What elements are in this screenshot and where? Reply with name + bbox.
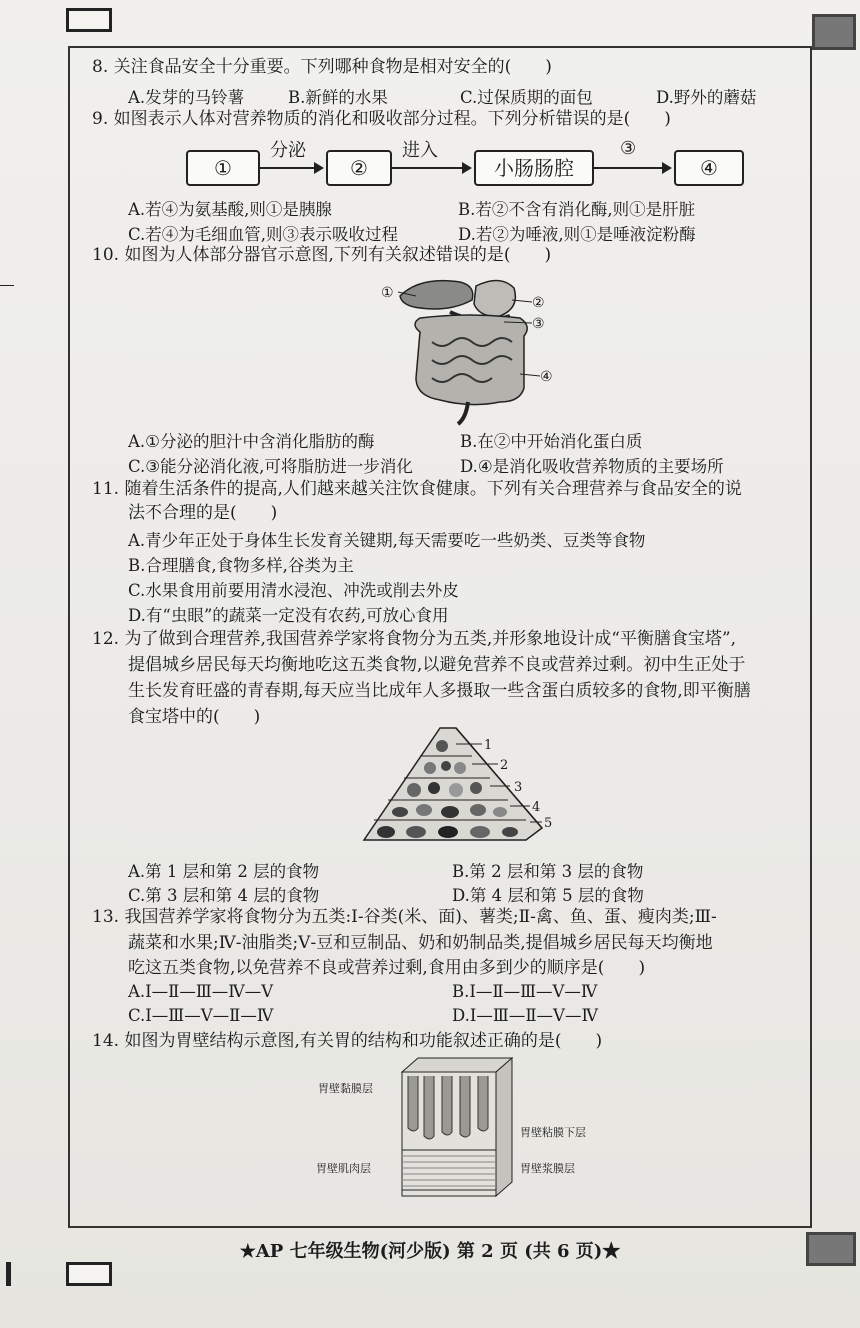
page-footer: ★AP 七年级生物(河少版) 第 2 页 (共 6 页)★ <box>239 1241 621 1262</box>
q14-stem: 14. 如图为胃壁结构示意图,有关胃的结构和功能叙述正确的是( ) <box>92 1031 603 1051</box>
q10-label-4: ④ <box>540 369 553 385</box>
flow-label-secrete: 分泌 <box>270 140 306 161</box>
q10-label-3: ③ <box>532 316 545 332</box>
q9-option-c: C.若④为毛细血管,则③表示吸收过程 <box>128 225 399 244</box>
flow-box-1: ① <box>186 150 260 186</box>
q8-option-a: A.发芽的马铃薯 <box>128 88 245 107</box>
q13-stem-line3: 吃这五类食物,以免营养不良或营养过剩,食用由多到少的顺序是( ) <box>128 958 646 978</box>
binding-line <box>0 285 14 286</box>
flow-arrow-2 <box>392 167 470 169</box>
flow-box-small-intestine: 小肠肠腔 <box>474 150 594 186</box>
q12-stem-line3: 生长发育旺盛的青春期,每天应当比成年人多摄取一些含蛋白质较多的食物,即平衡膳 <box>128 681 751 701</box>
pyramid-layer-4: 4 <box>532 800 541 815</box>
flow-label-3: ③ <box>620 138 637 159</box>
q13-option-b: B.Ⅰ—Ⅱ—Ⅲ—Ⅴ—Ⅳ <box>452 982 598 1001</box>
frame-bottom-rule <box>68 1226 812 1228</box>
pyramid-layer-2: 2 <box>500 758 509 773</box>
q8-stem: 8. 关注食品安全十分重要。下列哪种食物是相对安全的( ) <box>92 57 552 77</box>
q9-option-a: A.若④为氨基酸,则①是胰腺 <box>128 200 332 219</box>
q10-option-b: B.在②中开始消化蛋白质 <box>460 432 643 451</box>
q12-option-c: C.第 3 层和第 4 层的食物 <box>128 886 320 905</box>
flow-box-2: ② <box>326 150 392 186</box>
q8-option-d: D.野外的蘑菇 <box>656 88 757 107</box>
q12-stem-line2: 提倡城乡居民每天均衡地吃这五类食物,以避免营养不良或营养过剩。初中生正处于 <box>128 655 746 675</box>
corner-box-top-right <box>812 14 856 50</box>
q8-option-b: B.新鲜的水果 <box>288 88 388 107</box>
q10-label-2: ② <box>532 295 545 311</box>
q12-stem-line4: 食宝塔中的( ) <box>128 707 261 727</box>
q11-stem-line1: 11. 随着生活条件的提高,人们越来越关注饮食健康。下列有关合理营养与食品安全的说 <box>92 479 742 499</box>
q8-option-c: C.过保质期的面包 <box>460 88 593 107</box>
q9-stem: 9. 如图表示人体对营养物质的消化和吸收部分过程。下列分析错误的是( ) <box>92 109 671 129</box>
corner-box-bottom-left <box>66 1262 112 1286</box>
q13-option-d: D.Ⅰ—Ⅲ—Ⅱ—Ⅴ—Ⅳ <box>452 1006 598 1025</box>
pyramid-layer-1: 1 <box>484 738 493 753</box>
q11-stem-line2: 法不合理的是( ) <box>128 503 278 523</box>
q9-option-d: D.若②为唾液,则①是唾液淀粉酶 <box>458 225 696 244</box>
q13-option-c: C.Ⅰ—Ⅲ—Ⅴ—Ⅱ—Ⅳ <box>128 1006 274 1025</box>
flow-arrow-1 <box>260 167 322 169</box>
label-mucosa: 胃壁黏膜层 <box>318 1082 373 1095</box>
q9-option-b: B.若②不含有消化酶,则①是肝脏 <box>458 200 696 219</box>
q12-option-a: A.第 1 层和第 2 层的食物 <box>128 862 320 881</box>
pyramid-layer-5: 5 <box>544 816 553 831</box>
q12-option-b: B.第 2 层和第 3 层的食物 <box>452 862 644 881</box>
binding-mark <box>6 1262 11 1286</box>
digestive-system-illustration <box>380 268 580 428</box>
label-muscle: 胃壁肌肉层 <box>316 1162 371 1175</box>
flow-box-4: ④ <box>674 150 744 186</box>
frame-top-rule <box>68 46 812 48</box>
q13-stem-line2: 蔬菜和水果;Ⅳ-油脂类;Ⅴ-豆和豆制品、奶和奶制品类,提倡城乡居民每天均衡地 <box>128 933 713 953</box>
q11-option-a: A.青少年正处于身体生长发育关键期,每天需要吃一些奶类、豆类等食物 <box>128 531 646 550</box>
q13-option-a: A.Ⅰ—Ⅱ—Ⅲ—Ⅳ—Ⅴ <box>128 982 274 1001</box>
q10-option-c: C.③能分泌消化液,可将脂肪进一步消化 <box>128 457 413 476</box>
q12-option-d: D.第 4 层和第 5 层的食物 <box>452 886 644 905</box>
flow-label-enter: 进入 <box>402 140 438 161</box>
q10-option-d: D.④是消化吸收营养物质的主要场所 <box>460 457 724 476</box>
q10-stem: 10. 如图为人体部分器官示意图,下列有关叙述错误的是( ) <box>92 245 552 265</box>
q13-stem-line1: 13. 我国营养学家将食物分为五类:Ⅰ-谷类(米、面)、薯类;Ⅱ-禽、鱼、蛋、瘦肉类;Ⅲ- <box>92 907 717 927</box>
q10-label-1: ① <box>381 285 394 301</box>
q11-option-b: B.合理膳食,食物多样,谷类为主 <box>128 556 354 575</box>
label-serosa: 胃壁浆膜层 <box>520 1162 575 1175</box>
pyramid-layer-3: 3 <box>514 780 523 795</box>
corner-box-top-left <box>66 8 112 32</box>
label-submucosa: 胃壁粘膜下层 <box>520 1126 586 1139</box>
food-pyramid-illustration <box>360 724 560 848</box>
q10-option-a: A.①分泌的胆汁中含消化脂肪的酶 <box>128 432 375 451</box>
q11-option-d: D.有“虫眼”的蔬菜一定没有农药,可放心食用 <box>128 606 449 625</box>
flow-arrow-3 <box>594 167 670 169</box>
q11-option-c: C.水果食用前要用清水浸泡、冲洗或削去外皮 <box>128 581 459 600</box>
stomach-wall-illustration <box>396 1056 516 1198</box>
q12-stem-line1: 12. 为了做到合理营养,我国营养学家将食物分为五类,并形象地设计成“平衡膳食宝塔”, <box>92 629 737 649</box>
